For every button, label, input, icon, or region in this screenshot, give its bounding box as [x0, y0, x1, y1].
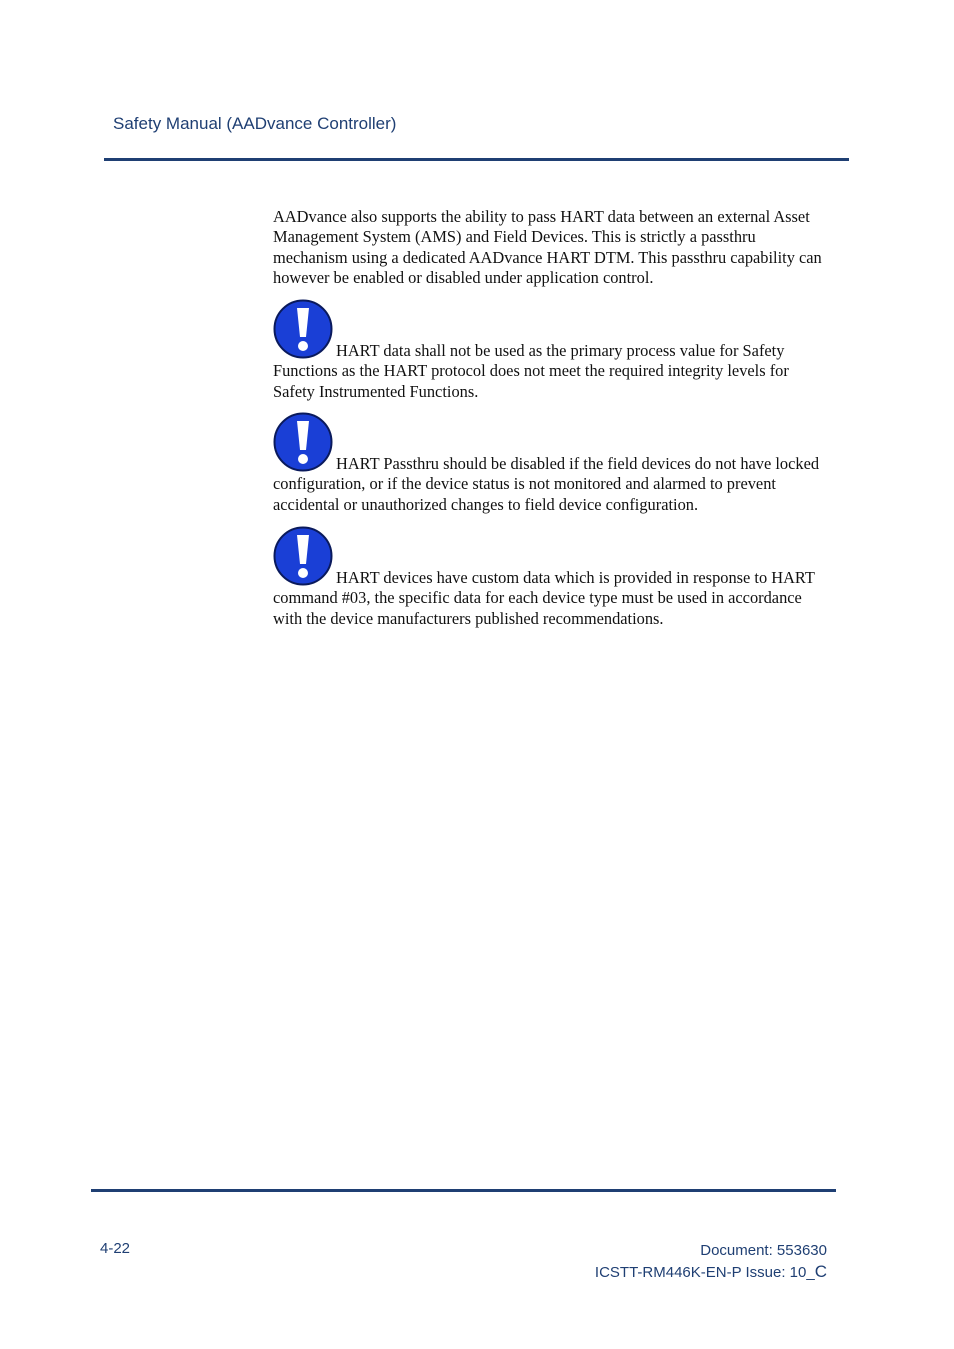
document-number: Document: 553630: [700, 1242, 827, 1259]
footer-divider: [91, 1189, 836, 1192]
intro-paragraph: AADvance also supports the ability to pass HART data between an external Asset Management System (AMS) and Field Devices. This is strictly a passthru mechanism using a dedicated AADvance HART DTM. This passthru capability can however be enabled or disabled under application control.: [273, 207, 822, 288]
issue-suffix: C: [814, 1262, 827, 1281]
safety-notice-text: HART devices have custom data which is provided in response to HART command #03, the specific data for each device type must be used in accordance with the device manufacturers published recommendations.: [273, 568, 815, 628]
safety-notice-1: [273, 299, 833, 402]
document-info: [595, 1240, 827, 1283]
safety-notice-2: [273, 412, 833, 515]
header-divider: [104, 158, 849, 161]
safety-notice-3: [273, 526, 833, 629]
issue-line: [595, 1261, 827, 1283]
page-header-title: Safety Manual (AADvance Controller): [113, 114, 397, 133]
exclamation-icon: [273, 299, 333, 359]
page-number: 4-22: [100, 1240, 131, 1257]
exclamation-icon: [273, 412, 333, 472]
safety-notice-text: HART Passthru should be disabled if the field devices do not have locked configuration, or if the device status is not monitored and alarmed to prevent accidental or unauthorized changes to field device configuration.: [273, 454, 820, 514]
issue-prefix: ICSTT-RM446K-EN-P Issue: 10_: [594, 1264, 815, 1281]
exclamation-icon: [273, 526, 333, 586]
safety-notice-text: HART data shall not be used as the primary process value for Safety Functions as the HART protocol does not meet the required integrity levels for Safety Instrumented Functions.: [273, 341, 789, 401]
